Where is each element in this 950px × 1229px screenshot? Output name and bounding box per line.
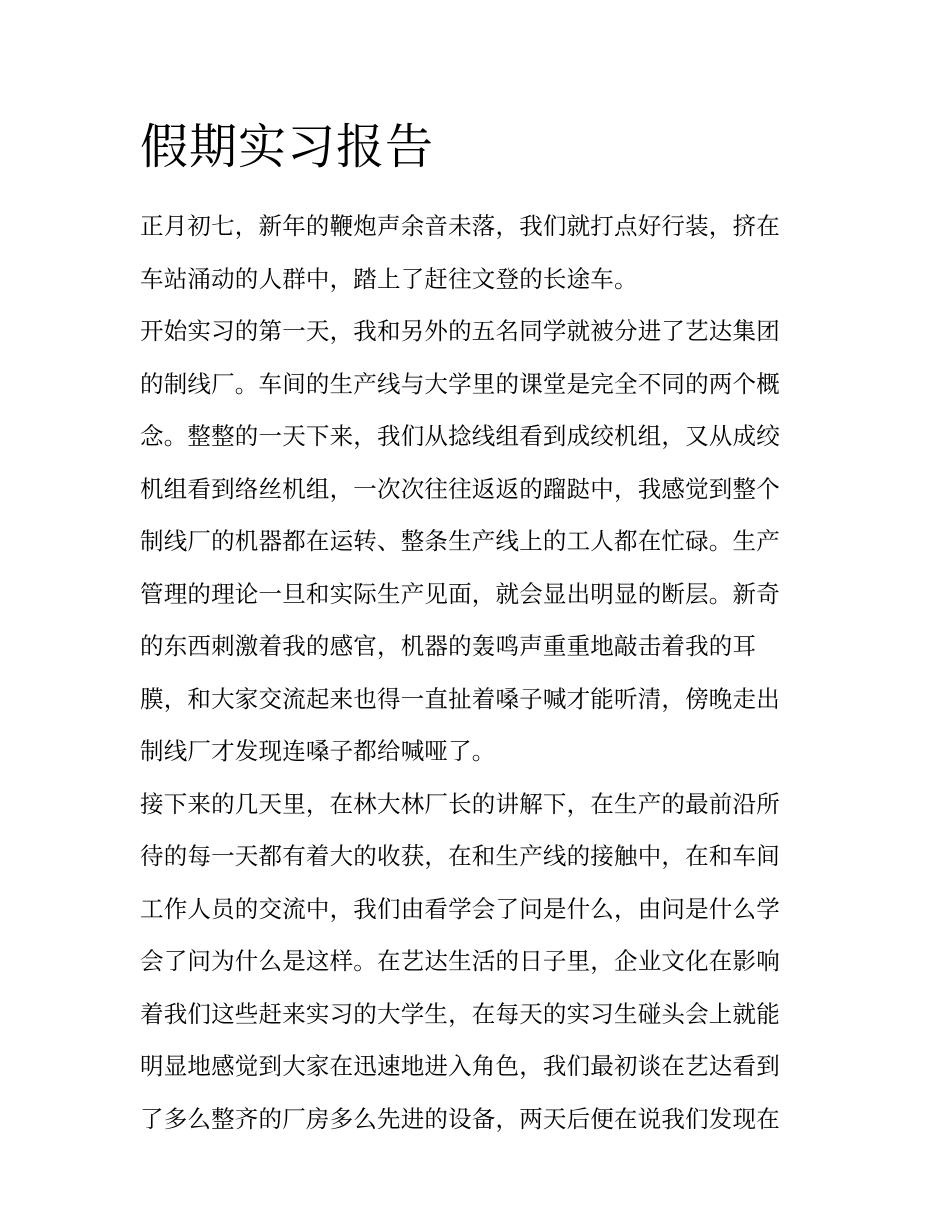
text-line: 念。整整的一天下来，我们从捻线组看到成绞机组，又从成绞	[140, 422, 780, 450]
text-line: 明显地感觉到大家在迅速地进入角色，我们最初谈在艺达看到	[140, 1052, 780, 1080]
text-line: 开始实习的第一天，我和另外的五名同学就被分进了艺达集团	[140, 317, 780, 345]
text-line: 制线厂的机器都在运转、整条生产线上的工人都在忙碌。生产	[140, 527, 780, 555]
text-line: 接下来的几天里，在林大林厂长的讲解下，在生产的最前沿所	[140, 789, 780, 818]
document-body	[140, 112, 815, 1145]
paragraph	[140, 305, 815, 778]
text-line: 管理的理论一旦和实际生产见面，就会显出明显的断层。新奇	[140, 579, 780, 608]
paragraph-list	[140, 200, 815, 1145]
text-line: 待的每一天都有着大的收获，在和生产线的接触中，在和车间	[140, 842, 780, 870]
document-title: 假期实习报告	[140, 119, 435, 175]
text-line: 膜，和大家交流起来也得一直扯着嗓子喊才能听清，傍晚走出	[140, 684, 780, 713]
text-line: 机组看到络丝机组，一次次往往返返的蹓跶中，我感觉到整个	[140, 474, 780, 503]
text-line: 了多么整齐的厂房多么先进的设备，两天后便在说我们发现在	[140, 1104, 780, 1133]
text-line: 会了问为什么是这样。在艺达生活的日子里，企业文化在影响	[140, 947, 780, 975]
paragraph	[140, 778, 815, 1146]
text-line: 制线厂才发现连嗓子都给喊哑了。	[140, 737, 496, 765]
text-line: 的东西刺激着我的感官，机器的轰鸣声重重地敲击着我的耳	[140, 632, 757, 660]
text-line: 的制线厂。车间的生产线与大学里的课堂是完全不同的两个概	[140, 369, 780, 398]
text-line: 车站涌动的人群中，踏上了赶往文登的长途车。	[140, 264, 638, 293]
text-line: 工作人员的交流中，我们由看学会了问是什么，由问是什么学	[140, 894, 780, 923]
text-line: 着我们这些赶来实习的大学生，在每天的实习生碰头会上就能	[140, 999, 780, 1028]
text-line: 正月初七，新年的鞭炮声余音未落，我们就打点好行装，挤在	[140, 212, 780, 240]
paragraph	[140, 200, 815, 305]
